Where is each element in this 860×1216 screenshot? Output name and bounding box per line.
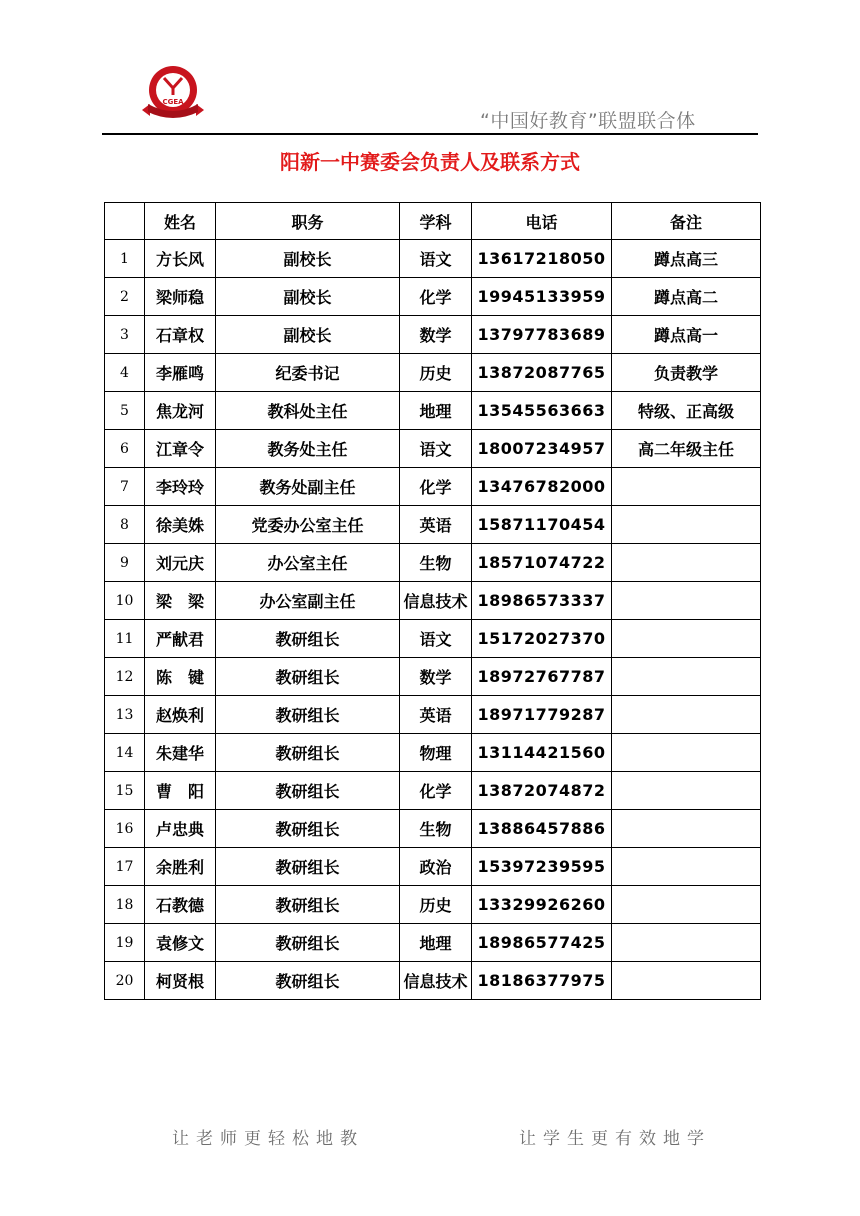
position-cell: 教研组长 <box>216 696 400 734</box>
person-name-cell: 刘元庆 <box>145 544 216 582</box>
person-name-cell: 石教德 <box>145 886 216 924</box>
table-row <box>105 392 761 430</box>
person-name-cell: 方长风 <box>145 240 216 278</box>
remarks-cell <box>612 886 761 924</box>
row-index-cell: 13 <box>105 696 145 734</box>
position-cell: 教研组长 <box>216 810 400 848</box>
subject-cell: 物理 <box>400 734 472 772</box>
person-name-cell: 梁 梁 <box>145 582 216 620</box>
row-index-cell: 17 <box>105 848 145 886</box>
organization-name: “中国好教育”联盟联合体 <box>480 110 696 132</box>
row-index-cell: 4 <box>105 354 145 392</box>
row-index-cell: 2 <box>105 278 145 316</box>
remarks-cell: 蹲点高二 <box>612 278 761 316</box>
remarks-cell <box>612 848 761 886</box>
remarks-cell <box>612 582 761 620</box>
row-index-cell: 18 <box>105 886 145 924</box>
remarks-cell <box>612 924 761 962</box>
position-cell: 教研组长 <box>216 772 400 810</box>
person-name-cell: 李玲玲 <box>145 468 216 506</box>
table-row <box>105 544 761 582</box>
table-row <box>105 354 761 392</box>
table-row <box>105 810 761 848</box>
remarks-cell: 蹲点高一 <box>612 316 761 354</box>
row-index-cell: 5 <box>105 392 145 430</box>
phone-number-cell: 18986577425 <box>472 924 612 962</box>
table-row <box>105 278 761 316</box>
phone-number-cell: 13329926260 <box>472 886 612 924</box>
table-row <box>105 696 761 734</box>
table-header-row <box>105 203 761 240</box>
person-name-cell: 焦龙河 <box>145 392 216 430</box>
phone-number-cell: 13617218050 <box>472 240 612 278</box>
column-header-phone: 电话 <box>472 203 612 240</box>
remarks-cell: 高二年级主任 <box>612 430 761 468</box>
table-row <box>105 430 761 468</box>
person-name-cell: 陈 键 <box>145 658 216 696</box>
row-index-cell: 15 <box>105 772 145 810</box>
row-index-cell: 10 <box>105 582 145 620</box>
remarks-cell <box>612 734 761 772</box>
row-index-cell: 1 <box>105 240 145 278</box>
phone-number-cell: 13886457886 <box>472 810 612 848</box>
remarks-cell <box>612 810 761 848</box>
subject-cell: 历史 <box>400 354 472 392</box>
remarks-cell <box>612 962 761 1000</box>
position-cell: 教研组长 <box>216 734 400 772</box>
position-cell: 党委办公室主任 <box>216 506 400 544</box>
person-name-cell: 徐美姝 <box>145 506 216 544</box>
header-divider <box>102 133 758 135</box>
row-index-cell: 6 <box>105 430 145 468</box>
subject-cell: 数学 <box>400 658 472 696</box>
table-row <box>105 924 761 962</box>
subject-cell: 语文 <box>400 620 472 658</box>
position-cell: 教科处主任 <box>216 392 400 430</box>
column-header-name: 姓名 <box>145 203 216 240</box>
column-header-subject: 学科 <box>400 203 472 240</box>
table-row <box>105 316 761 354</box>
table-row <box>105 658 761 696</box>
remarks-cell <box>612 468 761 506</box>
position-cell: 副校长 <box>216 316 400 354</box>
phone-number-cell: 13872087765 <box>472 354 612 392</box>
subject-cell: 历史 <box>400 886 472 924</box>
position-cell: 教研组长 <box>216 886 400 924</box>
row-index-cell: 3 <box>105 316 145 354</box>
row-index-cell: 9 <box>105 544 145 582</box>
person-name-cell: 梁师稳 <box>145 278 216 316</box>
person-name-cell: 朱建华 <box>145 734 216 772</box>
subject-cell: 语文 <box>400 430 472 468</box>
cgea-logo <box>136 64 210 122</box>
position-cell: 教研组长 <box>216 924 400 962</box>
phone-number-cell: 18007234957 <box>472 430 612 468</box>
phone-number-cell: 15871170454 <box>472 506 612 544</box>
column-header-remarks: 备注 <box>612 203 761 240</box>
table-row <box>105 620 761 658</box>
remarks-cell <box>612 544 761 582</box>
remarks-cell <box>612 506 761 544</box>
footer-slogan-left: 让老师更轻松地教 <box>172 1129 364 1149</box>
contacts-table <box>104 202 761 1000</box>
phone-number-cell: 13114421560 <box>472 734 612 772</box>
person-name-cell: 柯贤根 <box>145 962 216 1000</box>
phone-number-cell: 15397239595 <box>472 848 612 886</box>
subject-cell: 化学 <box>400 468 472 506</box>
person-name-cell: 李雁鸣 <box>145 354 216 392</box>
position-cell: 教研组长 <box>216 620 400 658</box>
phone-number-cell: 18571074722 <box>472 544 612 582</box>
position-cell: 办公室主任 <box>216 544 400 582</box>
subject-cell: 英语 <box>400 506 472 544</box>
person-name-cell: 余胜利 <box>145 848 216 886</box>
subject-cell: 化学 <box>400 772 472 810</box>
subject-cell: 地理 <box>400 924 472 962</box>
position-cell: 副校长 <box>216 278 400 316</box>
remarks-cell: 蹲点高三 <box>612 240 761 278</box>
person-name-cell: 严献君 <box>145 620 216 658</box>
person-name-cell: 赵焕利 <box>145 696 216 734</box>
row-index-cell: 7 <box>105 468 145 506</box>
table-row <box>105 886 761 924</box>
subject-cell: 数学 <box>400 316 472 354</box>
position-cell: 教研组长 <box>216 658 400 696</box>
position-cell: 纪委书记 <box>216 354 400 392</box>
table-row <box>105 582 761 620</box>
subject-cell: 化学 <box>400 278 472 316</box>
subject-cell: 地理 <box>400 392 472 430</box>
row-index-cell: 19 <box>105 924 145 962</box>
position-cell: 副校长 <box>216 240 400 278</box>
position-cell: 办公室副主任 <box>216 582 400 620</box>
table-row <box>105 468 761 506</box>
row-index-cell: 8 <box>105 506 145 544</box>
subject-cell: 生物 <box>400 544 472 582</box>
phone-number-cell: 18986573337 <box>472 582 612 620</box>
column-header-index <box>105 203 145 240</box>
logo-text: CGEA <box>162 98 184 106</box>
person-name-cell: 石章权 <box>145 316 216 354</box>
subject-cell: 政治 <box>400 848 472 886</box>
phone-number-cell: 18186377975 <box>472 962 612 1000</box>
remarks-cell: 负责教学 <box>612 354 761 392</box>
footer-slogan-right: 让学生更有效地学 <box>519 1129 711 1149</box>
row-index-cell: 11 <box>105 620 145 658</box>
remarks-cell <box>612 772 761 810</box>
phone-number-cell: 13476782000 <box>472 468 612 506</box>
position-cell: 教研组长 <box>216 962 400 1000</box>
remarks-cell <box>612 658 761 696</box>
person-name-cell: 江章令 <box>145 430 216 468</box>
table-row <box>105 848 761 886</box>
phone-number-cell: 13797783689 <box>472 316 612 354</box>
person-name-cell: 卢忠典 <box>145 810 216 848</box>
subject-cell: 信息技术 <box>400 582 472 620</box>
phone-number-cell: 13872074872 <box>472 772 612 810</box>
subject-cell: 语文 <box>400 240 472 278</box>
subject-cell: 生物 <box>400 810 472 848</box>
column-header-position: 职务 <box>216 203 400 240</box>
person-name-cell: 曹 阳 <box>145 772 216 810</box>
row-index-cell: 12 <box>105 658 145 696</box>
phone-number-cell: 13545563663 <box>472 392 612 430</box>
phone-number-cell: 18972767787 <box>472 658 612 696</box>
table-row <box>105 962 761 1000</box>
position-cell: 教研组长 <box>216 848 400 886</box>
table-row <box>105 240 761 278</box>
phone-number-cell: 15172027370 <box>472 620 612 658</box>
position-cell: 教务处副主任 <box>216 468 400 506</box>
remarks-cell: 特级、正高级 <box>612 392 761 430</box>
person-name-cell: 袁修文 <box>145 924 216 962</box>
remarks-cell <box>612 620 761 658</box>
row-index-cell: 16 <box>105 810 145 848</box>
subject-cell: 英语 <box>400 696 472 734</box>
phone-number-cell: 19945133959 <box>472 278 612 316</box>
row-index-cell: 14 <box>105 734 145 772</box>
subject-cell: 信息技术 <box>400 962 472 1000</box>
document-title: 阳新一中赛委会负责人及联系方式 <box>280 150 580 174</box>
table-row <box>105 506 761 544</box>
remarks-cell <box>612 696 761 734</box>
position-cell: 教务处主任 <box>216 430 400 468</box>
phone-number-cell: 18971779287 <box>472 696 612 734</box>
table-row <box>105 734 761 772</box>
row-index-cell: 20 <box>105 962 145 1000</box>
table-row <box>105 772 761 810</box>
